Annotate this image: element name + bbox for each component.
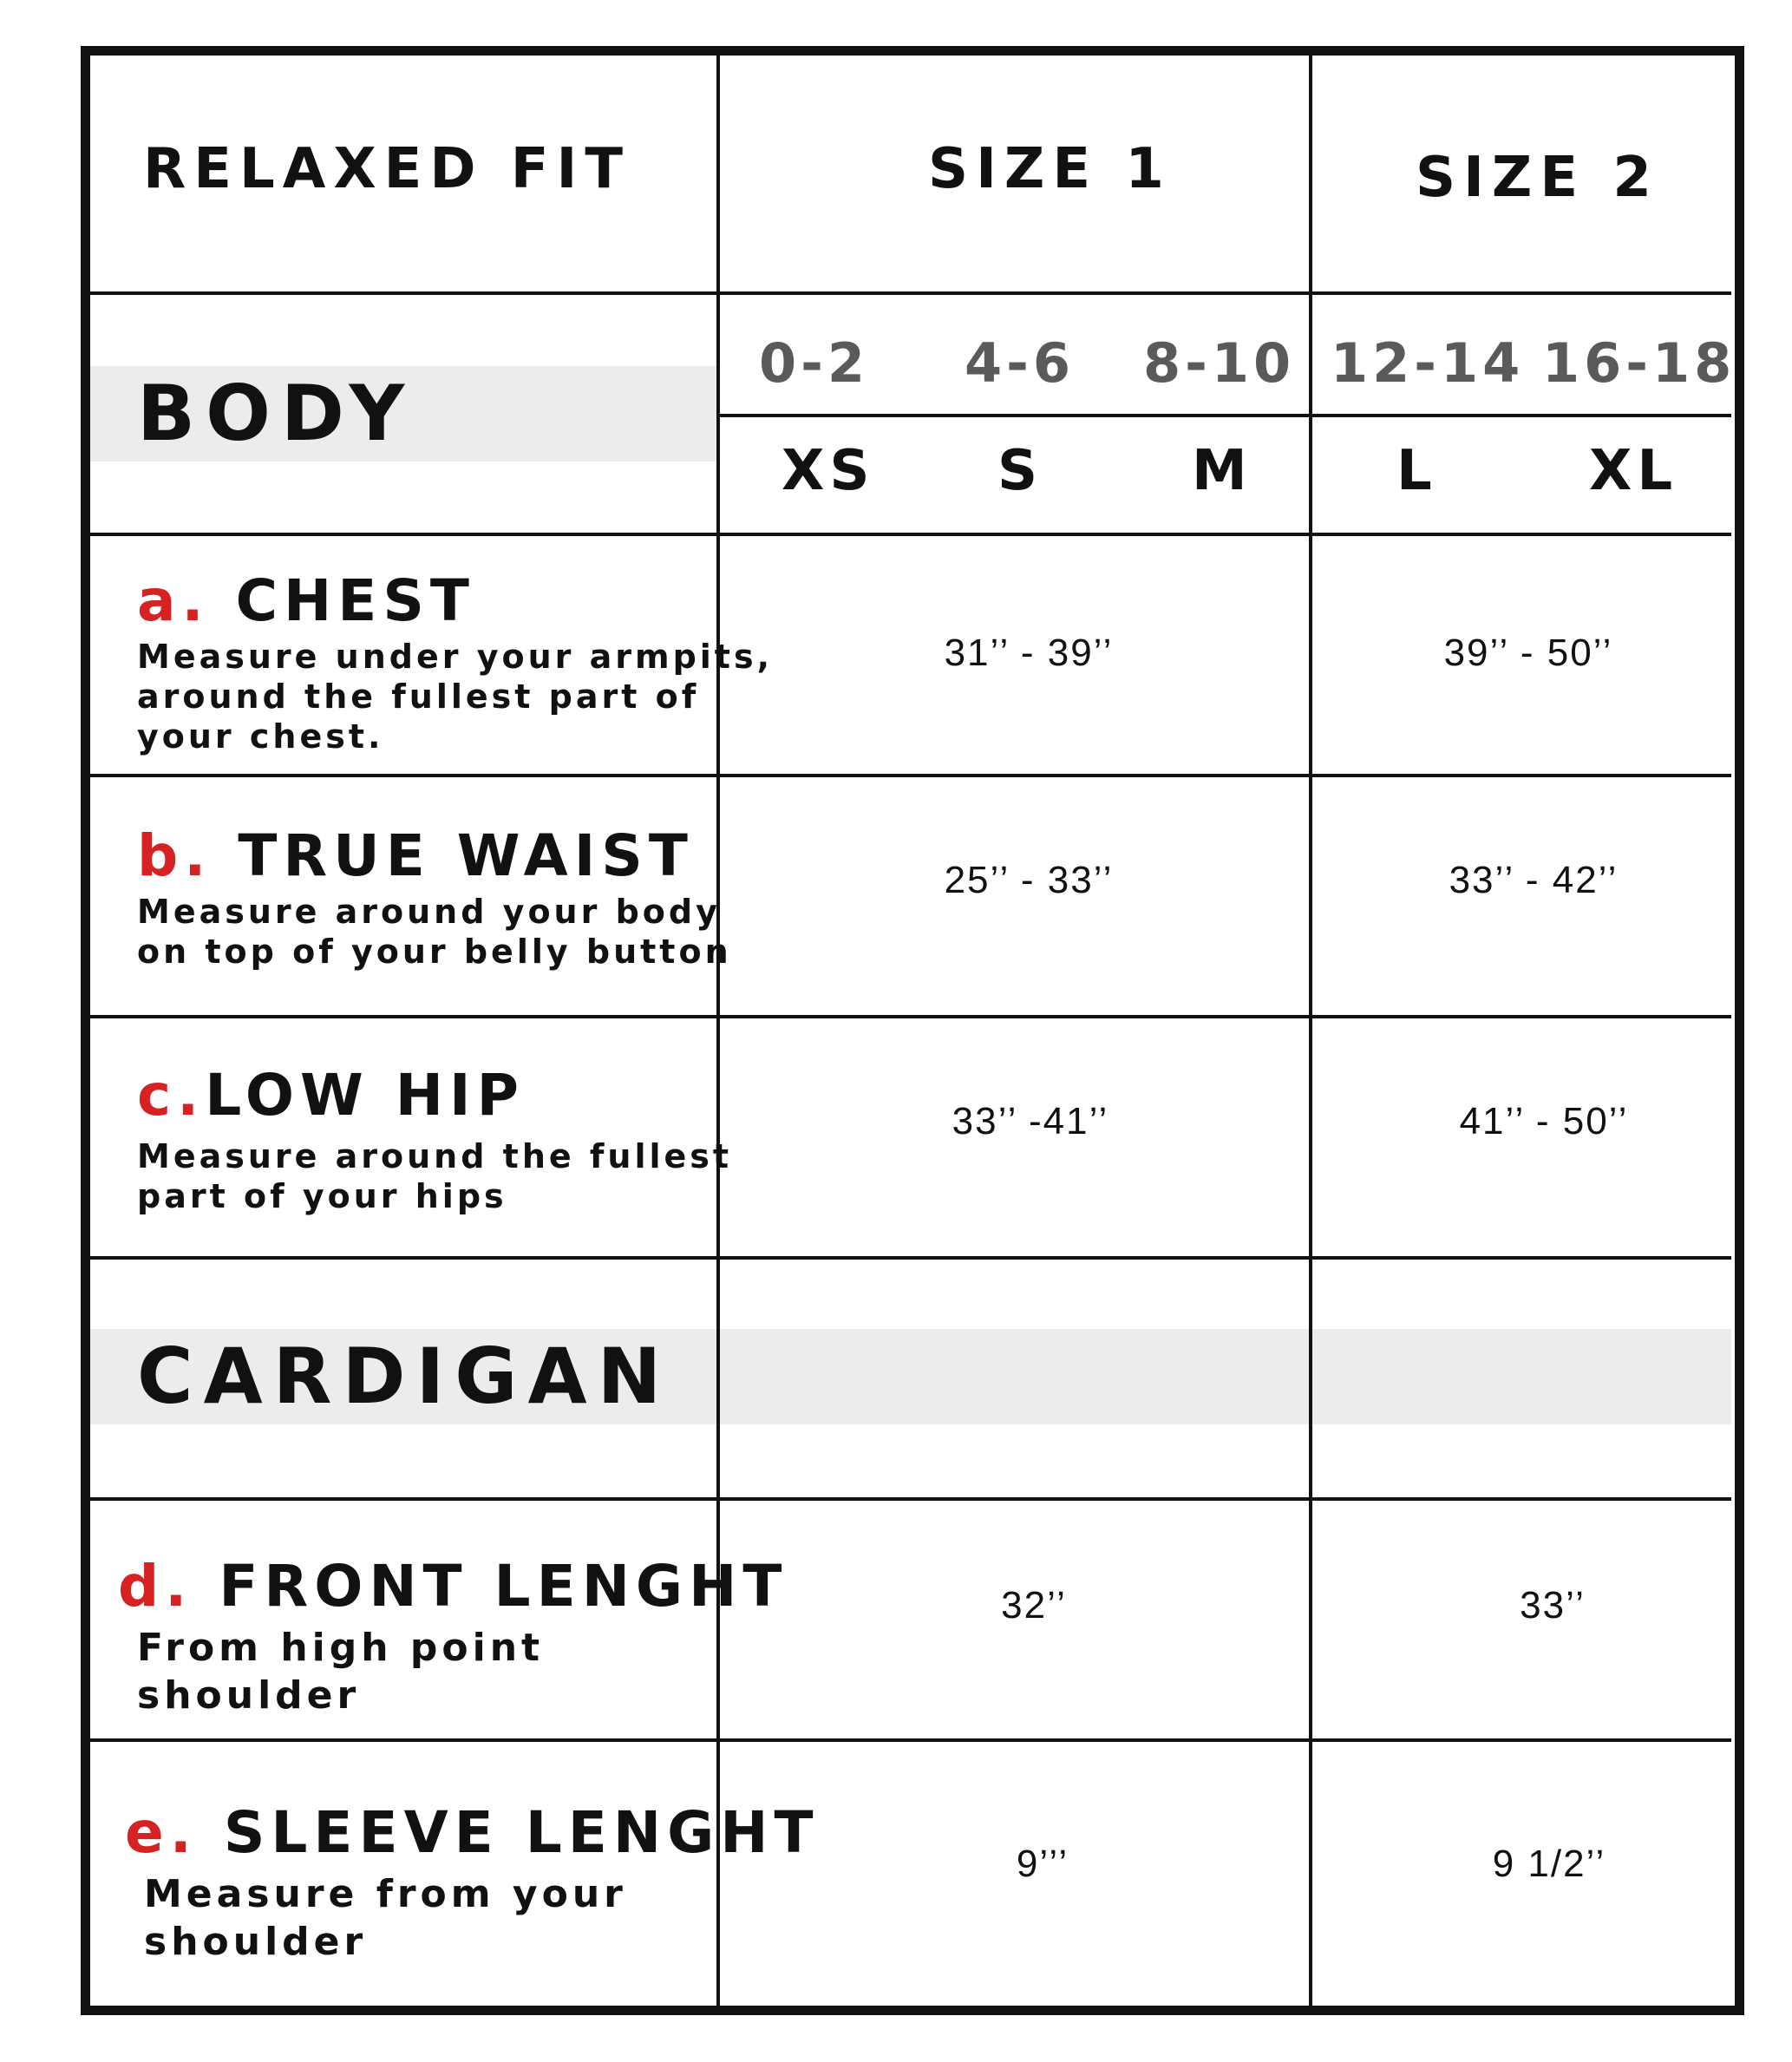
range-12-14: 12-14: [1331, 331, 1525, 395]
hip-size-1-value: 33’’ -41’’: [952, 1100, 1109, 1142]
hip-letter: c.: [137, 1062, 206, 1129]
sleeve-length-title: [125, 1799, 820, 1866]
chest-size-1-value: 31’’ - 39’’: [944, 632, 1114, 674]
waist-label: TRUE WAIST: [238, 822, 694, 889]
hip-desc-line: Measure around the fullest: [137, 1137, 733, 1175]
chest-description: [137, 637, 773, 756]
chest-desc-line: your chest.: [137, 717, 384, 756]
rule-col-2: [1309, 56, 1312, 2006]
sleeve-length-size-2-value: 9 1/2’’: [1492, 1843, 1606, 1885]
chest-label: CHEST: [235, 567, 475, 634]
chest-title: [137, 567, 475, 634]
hip-description: [137, 1136, 732, 1216]
range-0-2: 0-2: [759, 331, 870, 395]
front-length-size-1-value: 32’’: [1001, 1584, 1067, 1627]
chest-desc-line: Measure under your armpits,: [137, 638, 774, 676]
size-l: L: [1396, 439, 1437, 503]
body-section-title: BODY: [137, 369, 415, 458]
size-1-header: SIZE 1: [928, 137, 1172, 201]
hip-title: [137, 1062, 525, 1129]
front-length-title: [118, 1553, 788, 1620]
fit-title: RELAXED FIT: [143, 137, 631, 201]
front-length-size-2-value: 33’’: [1520, 1584, 1586, 1627]
waist-size-2-value: 33’’ - 42’’: [1449, 859, 1619, 901]
front-length-desc-line: From high point: [137, 1626, 545, 1670]
rule-cardigan-bottom: [90, 1497, 1731, 1501]
waist-desc-line: Measure around your body: [137, 893, 721, 931]
chest-desc-line: around the fullest part of: [137, 678, 700, 716]
rule-chest-bottom: [90, 774, 1731, 777]
sleeve-length-letter: e.: [125, 1799, 198, 1866]
size-xs: XS: [782, 439, 875, 503]
rule-hip-bottom: [90, 1256, 1731, 1260]
sleeve-length-label: SLEEVE LENGHT: [223, 1799, 820, 1866]
range-8-10: 8-10: [1143, 331, 1296, 395]
range-4-6: 4-6: [965, 331, 1076, 395]
chest-size-2-value: 39’’ - 50’’: [1443, 632, 1613, 674]
hip-label: LOW HIP: [205, 1062, 525, 1129]
chest-letter: a.: [137, 567, 210, 634]
waist-description: [137, 892, 732, 972]
waist-letter: b.: [137, 822, 213, 889]
waist-title: [137, 822, 694, 889]
waist-desc-line: on top of your belly button: [137, 933, 732, 971]
front-length-label: FRONT LENGHT: [219, 1553, 788, 1620]
rule-body-bottom: [90, 533, 1731, 536]
sleeve-length-desc-line: shoulder: [144, 1920, 368, 1964]
cardigan-section-title: CARDIGAN: [137, 1332, 672, 1421]
hip-size-2-value: 41’’ - 50’’: [1459, 1100, 1629, 1142]
sleeve-length-desc-line: Measure from your: [144, 1872, 627, 1916]
front-length-desc-line: shoulder: [137, 1673, 361, 1718]
rule-waist-bottom: [90, 1015, 1731, 1018]
range-16-18: 16-18: [1542, 331, 1736, 395]
rule-header-bottom: [90, 291, 1731, 295]
size-xl: XL: [1589, 439, 1678, 503]
size-m: M: [1192, 439, 1252, 503]
size-2-header: SIZE 2: [1416, 146, 1659, 210]
front-length-description: [137, 1624, 544, 1719]
waist-size-1-value: 25’’ - 33’’: [944, 859, 1114, 901]
sleeve-length-description: [144, 1870, 627, 1966]
size-s: S: [997, 439, 1043, 503]
rule-col-1: [716, 56, 720, 2006]
rule-front-bottom: [90, 1738, 1731, 1742]
rule-range-size: [716, 414, 1731, 417]
front-length-letter: d.: [118, 1553, 193, 1620]
hip-desc-line: part of your hips: [137, 1177, 507, 1215]
sleeve-length-size-1-value: 9’’’: [1016, 1843, 1069, 1885]
